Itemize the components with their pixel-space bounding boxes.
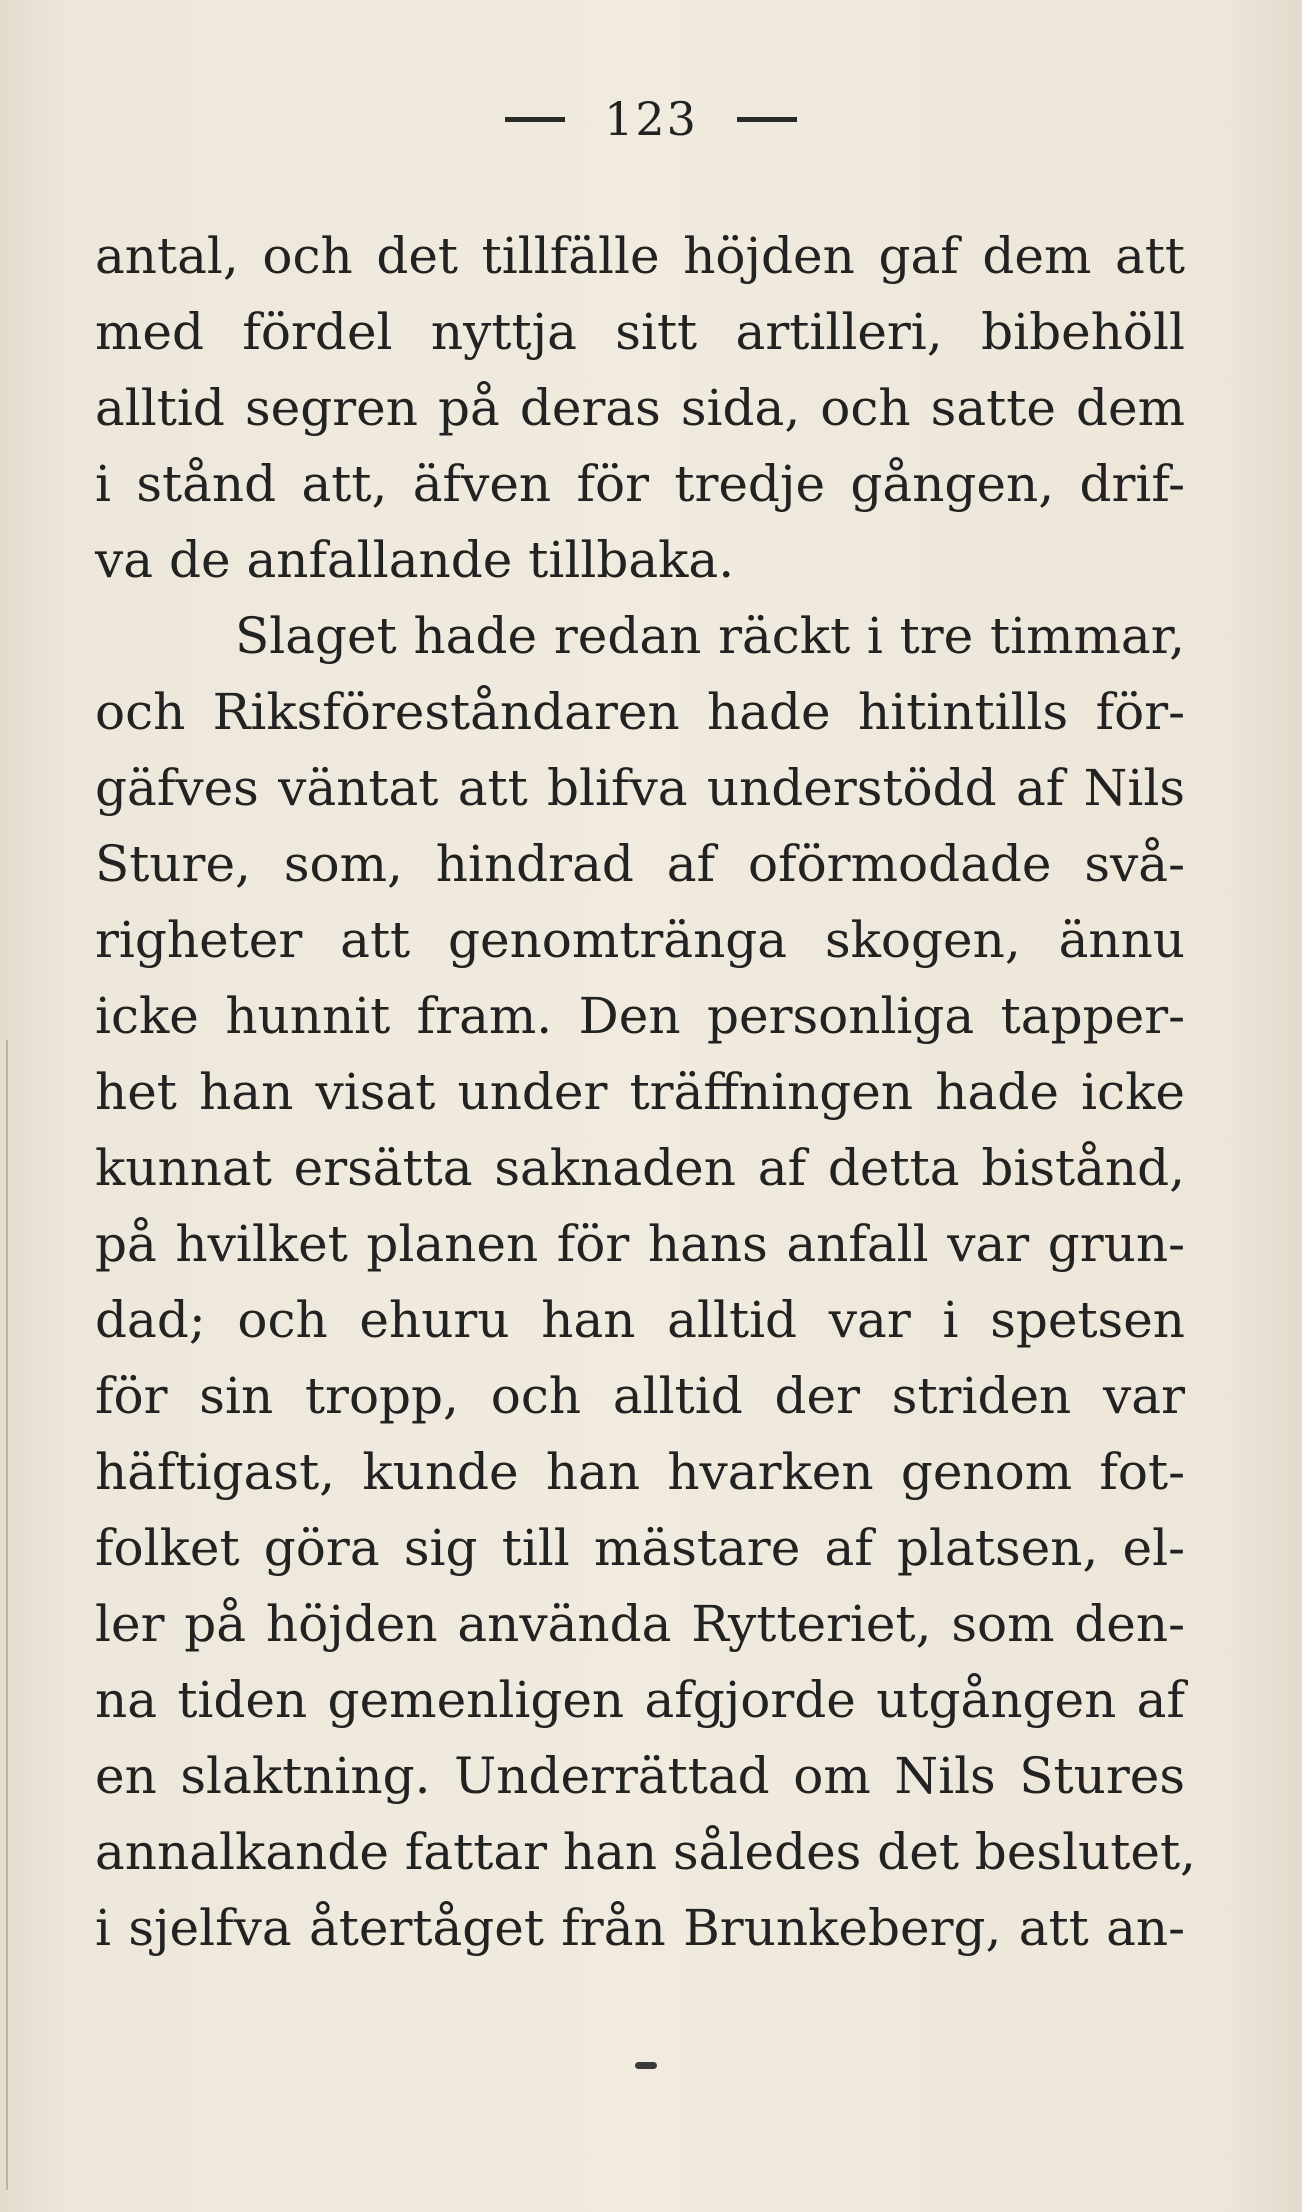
text-line: i stånd att, äfven för tredje gången, drif-: [95, 455, 1185, 513]
page-number: 123: [604, 92, 698, 146]
text-line: Slaget hade redan räckt i tre timmar,: [235, 607, 1185, 665]
text-line: icke hunnit fram. Den personliga tapper-: [95, 987, 1185, 1045]
text-line: antal, och det tillfälle höjden gaf dem att: [95, 227, 1185, 285]
text-line: en slaktning. Underrättad om Nils Stures: [95, 1747, 1185, 1805]
text-line: alltid segren på deras sida, och satte dem: [95, 379, 1185, 437]
page-header: [0, 88, 1302, 146]
header-dash-left: [505, 117, 565, 122]
text-line: för sin tropp, och alltid der striden var: [95, 1367, 1185, 1425]
ink-mark: [635, 2062, 657, 2069]
text-line: kunnat ersätta saknaden af detta bistånd,: [95, 1139, 1185, 1197]
text-line: righeter att genomtränga skogen, ännu: [95, 911, 1185, 969]
text-line: dad; och ehuru han alltid var i spetsen: [95, 1291, 1185, 1349]
text-line: och Riksföreståndaren hade hitintills för-: [95, 683, 1185, 741]
text-line: Sture, som, hindrad af oförmodade svå-: [95, 835, 1185, 893]
page-edge-shadow: [6, 1040, 8, 2190]
text-line: gäfves väntat att blifva understödd af Nils: [95, 759, 1185, 817]
body-text: [95, 218, 1196, 1966]
text-line: annalkande fattar han således det beslutet,: [95, 1823, 1196, 1881]
text-line: i sjelfva återtåget från Brunkeberg, att an-: [95, 1899, 1185, 1957]
text-line: med fördel nyttja sitt artilleri, bibehöll: [95, 303, 1185, 361]
text-line: på hvilket planen för hans anfall var grun-: [95, 1215, 1185, 1273]
text-line: ler på höjden använda Rytteriet, som den-: [95, 1595, 1185, 1653]
text-line: het han visat under träffningen hade icke: [95, 1063, 1185, 1121]
text-line: va de anfallande tillbaka.: [95, 531, 735, 589]
text-line: häftigast, kunde han hvarken genom fot-: [95, 1443, 1185, 1501]
header-dash-right: [737, 117, 797, 122]
text-line: folket göra sig till mästare af platsen, el-: [95, 1519, 1185, 1577]
text-line: na tiden gemenligen afgjorde utgången af: [95, 1671, 1185, 1729]
